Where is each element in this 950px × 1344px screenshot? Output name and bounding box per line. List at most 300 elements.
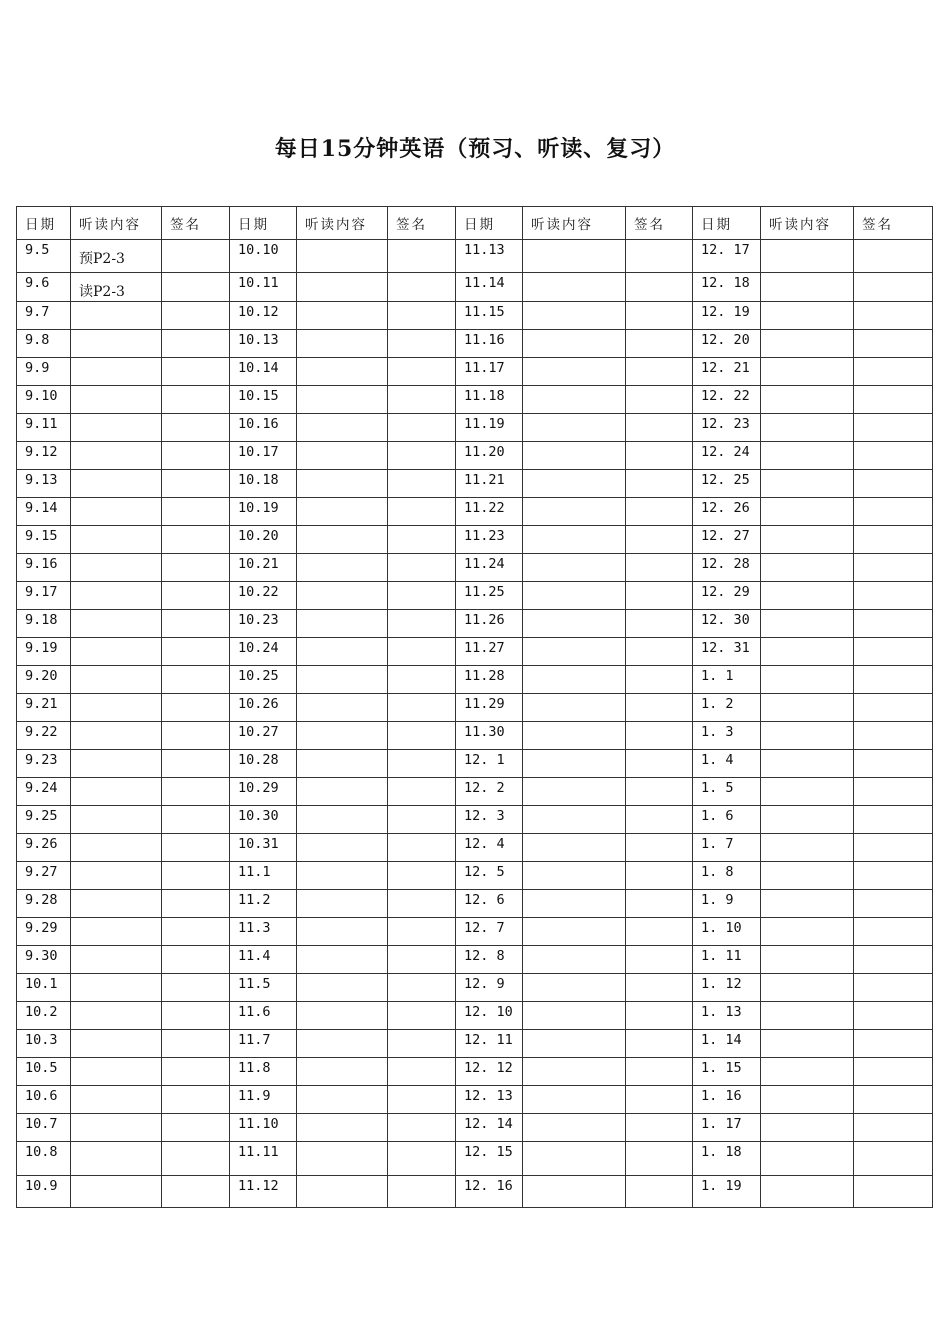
signature-cell[interactable]: [854, 526, 933, 554]
reading-content-cell[interactable]: [523, 806, 626, 834]
reading-content-cell[interactable]: [297, 694, 388, 722]
signature-cell[interactable]: [162, 498, 230, 526]
date-cell: 9.5: [17, 240, 71, 273]
signature-cell[interactable]: [854, 1114, 933, 1142]
reading-content-cell[interactable]: [297, 273, 388, 302]
signature-cell[interactable]: [626, 470, 693, 498]
signature-cell[interactable]: [162, 974, 230, 1002]
signature-cell[interactable]: [854, 554, 933, 582]
reading-content-cell[interactable]: [297, 1002, 388, 1030]
signature-cell[interactable]: [854, 666, 933, 694]
signature-cell[interactable]: [854, 330, 933, 358]
signature-cell[interactable]: [626, 610, 693, 638]
signature-cell[interactable]: [388, 722, 456, 750]
signature-cell[interactable]: [388, 974, 456, 1002]
reading-content-cell[interactable]: [297, 610, 388, 638]
signature-cell[interactable]: [162, 638, 230, 666]
reading-content-cell[interactable]: [297, 890, 388, 918]
signature-cell[interactable]: [162, 526, 230, 554]
reading-content-cell[interactable]: [297, 442, 388, 470]
signature-cell[interactable]: [162, 240, 230, 273]
date-cell: 12. 22: [693, 386, 761, 414]
signature-cell[interactable]: [162, 386, 230, 414]
reading-content-cell[interactable]: [523, 240, 626, 273]
reading-content-cell[interactable]: [71, 442, 162, 470]
signature-cell[interactable]: [162, 862, 230, 890]
reading-content-cell[interactable]: [523, 1002, 626, 1030]
signature-cell[interactable]: [626, 1086, 693, 1114]
table-row: [17, 666, 933, 694]
signature-cell[interactable]: [626, 1142, 693, 1176]
reading-content-cell[interactable]: [71, 946, 162, 974]
date-cell: 9.24: [17, 778, 71, 806]
reading-content-cell[interactable]: [761, 442, 854, 470]
signature-cell[interactable]: [388, 1114, 456, 1142]
reading-content-cell[interactable]: [297, 666, 388, 694]
reading-content-cell[interactable]: [71, 778, 162, 806]
reading-content-cell[interactable]: [761, 638, 854, 666]
reading-content-cell[interactable]: [761, 750, 854, 778]
reading-content-cell[interactable]: [71, 1030, 162, 1058]
signature-cell[interactable]: [854, 890, 933, 918]
signature-cell[interactable]: [626, 498, 693, 526]
signature-cell[interactable]: [388, 273, 456, 302]
signature-cell[interactable]: [162, 1114, 230, 1142]
reading-content-cell[interactable]: [297, 470, 388, 498]
signature-cell[interactable]: [162, 666, 230, 694]
signature-cell[interactable]: [626, 638, 693, 666]
reading-content-cell[interactable]: [523, 862, 626, 890]
reading-content-cell[interactable]: [297, 526, 388, 554]
reading-content-cell[interactable]: [761, 666, 854, 694]
signature-cell[interactable]: [388, 890, 456, 918]
date-cell: 11.11: [230, 1142, 297, 1176]
signature-cell[interactable]: [162, 1086, 230, 1114]
signature-cell[interactable]: [626, 1114, 693, 1142]
table-row: [17, 554, 933, 582]
signature-cell[interactable]: [854, 273, 933, 302]
table-row: [17, 890, 933, 918]
date-cell: 10.10: [230, 240, 297, 273]
reading-content-cell[interactable]: 读P2-3: [71, 273, 162, 302]
date-cell: 12. 17: [693, 240, 761, 273]
reading-content-cell[interactable]: [523, 442, 626, 470]
reading-content-cell[interactable]: [71, 694, 162, 722]
reading-content-cell[interactable]: [297, 1114, 388, 1142]
reading-content-cell[interactable]: [523, 1058, 626, 1086]
signature-cell[interactable]: [388, 358, 456, 386]
reading-content-cell[interactable]: [71, 1114, 162, 1142]
date-cell: 12. 5: [456, 862, 523, 890]
signature-cell[interactable]: [626, 273, 693, 302]
reading-content-cell[interactable]: [761, 358, 854, 386]
reading-content-cell[interactable]: [523, 638, 626, 666]
reading-content-cell[interactable]: [71, 1058, 162, 1086]
signature-cell[interactable]: [854, 498, 933, 526]
signature-cell[interactable]: [388, 1142, 456, 1176]
reading-content-cell[interactable]: [761, 1114, 854, 1142]
reading-content-cell[interactable]: [761, 1002, 854, 1030]
date-cell: 9.14: [17, 498, 71, 526]
signature-cell[interactable]: [388, 1002, 456, 1030]
reading-content-cell[interactable]: [761, 1086, 854, 1114]
signature-cell[interactable]: [854, 1002, 933, 1030]
reading-content-cell[interactable]: [71, 302, 162, 330]
reading-content-cell[interactable]: [71, 834, 162, 862]
reading-content-cell[interactable]: [297, 778, 388, 806]
signature-cell[interactable]: [854, 974, 933, 1002]
signature-cell[interactable]: [854, 694, 933, 722]
signature-cell[interactable]: [854, 1058, 933, 1086]
reading-content-cell[interactable]: [71, 1002, 162, 1030]
signature-cell[interactable]: [388, 946, 456, 974]
reading-content-cell[interactable]: [523, 974, 626, 1002]
reading-content-cell[interactable]: [297, 358, 388, 386]
reading-content-cell[interactable]: [71, 722, 162, 750]
reading-content-cell[interactable]: [761, 918, 854, 946]
reading-content-cell[interactable]: [761, 240, 854, 273]
signature-cell[interactable]: [388, 778, 456, 806]
reading-content-cell[interactable]: 预P2-3: [71, 240, 162, 273]
signature-cell[interactable]: [626, 1058, 693, 1086]
signature-cell[interactable]: [162, 273, 230, 302]
reading-content-cell[interactable]: [523, 890, 626, 918]
signature-cell[interactable]: [854, 638, 933, 666]
date-cell: 12. 15: [456, 1142, 523, 1176]
signature-cell[interactable]: [626, 918, 693, 946]
reading-content-cell[interactable]: [71, 1142, 162, 1176]
reading-content-cell[interactable]: [523, 330, 626, 358]
reading-content-cell[interactable]: [297, 330, 388, 358]
signature-cell[interactable]: [854, 442, 933, 470]
reading-content-cell[interactable]: [761, 862, 854, 890]
date-cell: 1. 11: [693, 946, 761, 974]
reading-content-cell[interactable]: [761, 1058, 854, 1086]
reading-content-cell[interactable]: [761, 273, 854, 302]
signature-cell[interactable]: [388, 750, 456, 778]
reading-content-cell[interactable]: [71, 638, 162, 666]
signature-cell[interactable]: [626, 1176, 693, 1208]
signature-cell[interactable]: [626, 750, 693, 778]
reading-content-cell[interactable]: [761, 386, 854, 414]
signature-cell[interactable]: [854, 806, 933, 834]
reading-content-cell[interactable]: [523, 554, 626, 582]
signature-cell[interactable]: [854, 722, 933, 750]
signature-cell[interactable]: [388, 470, 456, 498]
reading-content-cell[interactable]: [297, 1086, 388, 1114]
reading-content-cell[interactable]: [71, 610, 162, 638]
signature-cell[interactable]: [388, 302, 456, 330]
signature-cell[interactable]: [388, 554, 456, 582]
reading-content-cell[interactable]: [71, 806, 162, 834]
signature-cell[interactable]: [162, 610, 230, 638]
reading-content-cell[interactable]: [523, 834, 626, 862]
date-cell: 10.18: [230, 470, 297, 498]
signature-cell[interactable]: [162, 778, 230, 806]
date-cell: 11.30: [456, 722, 523, 750]
signature-cell[interactable]: [854, 1142, 933, 1176]
reading-content-cell[interactable]: [297, 806, 388, 834]
reading-content-cell[interactable]: [761, 974, 854, 1002]
signature-cell[interactable]: [162, 414, 230, 442]
reading-content-cell[interactable]: [523, 1030, 626, 1058]
reading-content-cell[interactable]: [761, 610, 854, 638]
signature-cell[interactable]: [388, 582, 456, 610]
signature-cell[interactable]: [162, 330, 230, 358]
reading-content-cell[interactable]: [761, 414, 854, 442]
signature-cell[interactable]: [162, 918, 230, 946]
reading-content-cell[interactable]: [761, 1142, 854, 1176]
reading-content-cell[interactable]: [71, 750, 162, 778]
reading-content-cell[interactable]: [761, 302, 854, 330]
header-signature-1: 签名: [162, 207, 230, 240]
signature-cell[interactable]: [626, 974, 693, 1002]
reading-content-cell[interactable]: [297, 722, 388, 750]
signature-cell[interactable]: [162, 1176, 230, 1208]
reading-content-cell[interactable]: [297, 862, 388, 890]
signature-cell[interactable]: [626, 1030, 693, 1058]
reading-content-cell[interactable]: [523, 1142, 626, 1176]
signature-cell[interactable]: [626, 890, 693, 918]
signature-cell[interactable]: [388, 386, 456, 414]
reading-content-cell[interactable]: [523, 1114, 626, 1142]
signature-cell[interactable]: [626, 358, 693, 386]
reading-content-cell[interactable]: [523, 722, 626, 750]
reading-content-cell[interactable]: [761, 1030, 854, 1058]
signature-cell[interactable]: [626, 862, 693, 890]
reading-content-cell[interactable]: [71, 358, 162, 386]
signature-cell[interactable]: [854, 1086, 933, 1114]
signature-cell[interactable]: [162, 750, 230, 778]
reading-content-cell[interactable]: [71, 1086, 162, 1114]
reading-content-cell[interactable]: [761, 946, 854, 974]
reading-content-cell[interactable]: [297, 498, 388, 526]
date-cell: 12. 11: [456, 1030, 523, 1058]
reading-content-cell[interactable]: [761, 806, 854, 834]
reading-content-cell[interactable]: [761, 890, 854, 918]
signature-cell[interactable]: [854, 358, 933, 386]
reading-content-cell[interactable]: [71, 862, 162, 890]
reading-content-cell[interactable]: [71, 666, 162, 694]
signature-cell[interactable]: [388, 862, 456, 890]
signature-cell[interactable]: [626, 414, 693, 442]
reading-content-cell[interactable]: [71, 414, 162, 442]
signature-cell[interactable]: [388, 806, 456, 834]
reading-content-cell[interactable]: [297, 834, 388, 862]
signature-cell[interactable]: [626, 442, 693, 470]
reading-content-cell[interactable]: [297, 918, 388, 946]
signature-cell[interactable]: [162, 1002, 230, 1030]
signature-cell[interactable]: [162, 470, 230, 498]
reading-content-cell[interactable]: [523, 918, 626, 946]
date-cell: 1. 2: [693, 694, 761, 722]
reading-content-cell[interactable]: [297, 1142, 388, 1176]
signature-cell[interactable]: [388, 1030, 456, 1058]
signature-cell[interactable]: [626, 778, 693, 806]
reading-content-cell[interactable]: [761, 694, 854, 722]
reading-content-cell[interactable]: [71, 1176, 162, 1208]
date-cell: 12. 31: [693, 638, 761, 666]
signature-cell[interactable]: [388, 610, 456, 638]
signature-cell[interactable]: [626, 946, 693, 974]
signature-cell[interactable]: [162, 554, 230, 582]
signature-cell[interactable]: [388, 442, 456, 470]
reading-content-cell[interactable]: [761, 498, 854, 526]
signature-cell[interactable]: [854, 582, 933, 610]
signature-cell[interactable]: [626, 806, 693, 834]
reading-content-cell[interactable]: [523, 1176, 626, 1208]
date-cell: 9.15: [17, 526, 71, 554]
signature-cell[interactable]: [854, 414, 933, 442]
reading-content-cell[interactable]: [71, 526, 162, 554]
reading-content-cell[interactable]: [297, 1176, 388, 1208]
signature-cell[interactable]: [388, 1086, 456, 1114]
signature-cell[interactable]: [388, 1058, 456, 1086]
reading-content-cell[interactable]: [71, 498, 162, 526]
reading-content-cell[interactable]: [71, 890, 162, 918]
signature-cell[interactable]: [854, 386, 933, 414]
reading-content-cell[interactable]: [523, 414, 626, 442]
signature-cell[interactable]: [388, 834, 456, 862]
reading-content-cell[interactable]: [761, 526, 854, 554]
signature-cell[interactable]: [162, 302, 230, 330]
signature-cell[interactable]: [162, 834, 230, 862]
reading-content-cell[interactable]: [523, 358, 626, 386]
reading-content-cell[interactable]: [71, 470, 162, 498]
signature-cell[interactable]: [162, 890, 230, 918]
reading-content-cell[interactable]: [523, 470, 626, 498]
reading-content-cell[interactable]: [761, 1176, 854, 1208]
signature-cell[interactable]: [626, 240, 693, 273]
signature-cell[interactable]: [626, 330, 693, 358]
reading-content-cell[interactable]: [297, 414, 388, 442]
reading-content-cell[interactable]: [71, 386, 162, 414]
reading-content-cell[interactable]: [71, 554, 162, 582]
reading-content-cell[interactable]: [523, 1086, 626, 1114]
signature-cell[interactable]: [388, 414, 456, 442]
reading-content-cell[interactable]: [523, 610, 626, 638]
signature-cell[interactable]: [388, 694, 456, 722]
signature-cell[interactable]: [388, 918, 456, 946]
signature-cell[interactable]: [854, 834, 933, 862]
date-cell: 1. 10: [693, 918, 761, 946]
signature-cell[interactable]: [388, 498, 456, 526]
reading-content-cell[interactable]: [297, 946, 388, 974]
reading-content-cell[interactable]: [297, 1058, 388, 1086]
signature-cell[interactable]: [626, 1002, 693, 1030]
table-row: [17, 806, 933, 834]
reading-content-cell[interactable]: [523, 302, 626, 330]
signature-cell[interactable]: [854, 302, 933, 330]
signature-cell[interactable]: [854, 470, 933, 498]
reading-content-cell[interactable]: [523, 582, 626, 610]
date-cell: 12. 29: [693, 582, 761, 610]
reading-content-cell[interactable]: [297, 302, 388, 330]
reading-content-cell[interactable]: [523, 946, 626, 974]
reading-content-cell[interactable]: [297, 240, 388, 273]
reading-content-cell[interactable]: [523, 694, 626, 722]
signature-cell[interactable]: [854, 1030, 933, 1058]
signature-cell[interactable]: [162, 946, 230, 974]
signature-cell[interactable]: [626, 302, 693, 330]
signature-cell[interactable]: [162, 806, 230, 834]
signature-cell[interactable]: [626, 834, 693, 862]
signature-cell[interactable]: [162, 1030, 230, 1058]
signature-cell[interactable]: [626, 694, 693, 722]
reading-content-cell[interactable]: [297, 974, 388, 1002]
signature-cell[interactable]: [388, 1176, 456, 1208]
signature-cell[interactable]: [162, 1058, 230, 1086]
signature-cell[interactable]: [854, 918, 933, 946]
signature-cell[interactable]: [854, 946, 933, 974]
signature-cell[interactable]: [162, 1142, 230, 1176]
reading-content-cell[interactable]: [761, 722, 854, 750]
signature-cell[interactable]: [162, 722, 230, 750]
signature-cell[interactable]: [388, 240, 456, 273]
reading-content-cell[interactable]: [523, 526, 626, 554]
signature-cell[interactable]: [854, 862, 933, 890]
signature-cell[interactable]: [854, 240, 933, 273]
reading-content-cell[interactable]: [523, 273, 626, 302]
reading-content-cell[interactable]: [71, 974, 162, 1002]
signature-cell[interactable]: [626, 386, 693, 414]
signature-cell[interactable]: [854, 778, 933, 806]
reading-content-cell[interactable]: [761, 778, 854, 806]
signature-cell[interactable]: [626, 554, 693, 582]
signature-cell[interactable]: [162, 442, 230, 470]
signature-cell[interactable]: [626, 526, 693, 554]
reading-content-cell[interactable]: [71, 582, 162, 610]
reading-content-cell[interactable]: [523, 750, 626, 778]
date-cell: 1. 4: [693, 750, 761, 778]
signature-cell[interactable]: [626, 582, 693, 610]
signature-cell[interactable]: [162, 694, 230, 722]
date-cell: 12. 10: [456, 1002, 523, 1030]
signature-cell[interactable]: [626, 666, 693, 694]
date-cell: 11.6: [230, 1002, 297, 1030]
reading-content-cell[interactable]: [71, 918, 162, 946]
date-cell: 11.28: [456, 666, 523, 694]
reading-content-cell[interactable]: [761, 330, 854, 358]
signature-cell[interactable]: [388, 330, 456, 358]
signature-cell[interactable]: [854, 610, 933, 638]
signature-cell[interactable]: [854, 1176, 933, 1208]
reading-content-cell[interactable]: [71, 330, 162, 358]
signature-cell[interactable]: [162, 582, 230, 610]
reading-content-cell[interactable]: [761, 834, 854, 862]
signature-cell[interactable]: [388, 666, 456, 694]
date-cell: 9.26: [17, 834, 71, 862]
reading-content-cell[interactable]: [761, 470, 854, 498]
reading-content-cell[interactable]: [297, 750, 388, 778]
signature-cell[interactable]: [388, 638, 456, 666]
reading-content-cell[interactable]: [523, 498, 626, 526]
signature-cell[interactable]: [388, 526, 456, 554]
reading-content-cell[interactable]: [297, 638, 388, 666]
reading-content-cell[interactable]: [523, 778, 626, 806]
reading-content-cell[interactable]: [297, 554, 388, 582]
reading-content-cell[interactable]: [297, 386, 388, 414]
reading-content-cell[interactable]: [523, 666, 626, 694]
reading-content-cell[interactable]: [297, 582, 388, 610]
reading-content-cell[interactable]: [761, 554, 854, 582]
reading-content-cell[interactable]: [523, 386, 626, 414]
reading-content-cell[interactable]: [761, 582, 854, 610]
signature-cell[interactable]: [854, 750, 933, 778]
signature-cell[interactable]: [162, 358, 230, 386]
signature-cell[interactable]: [626, 722, 693, 750]
reading-content-cell[interactable]: [297, 1030, 388, 1058]
